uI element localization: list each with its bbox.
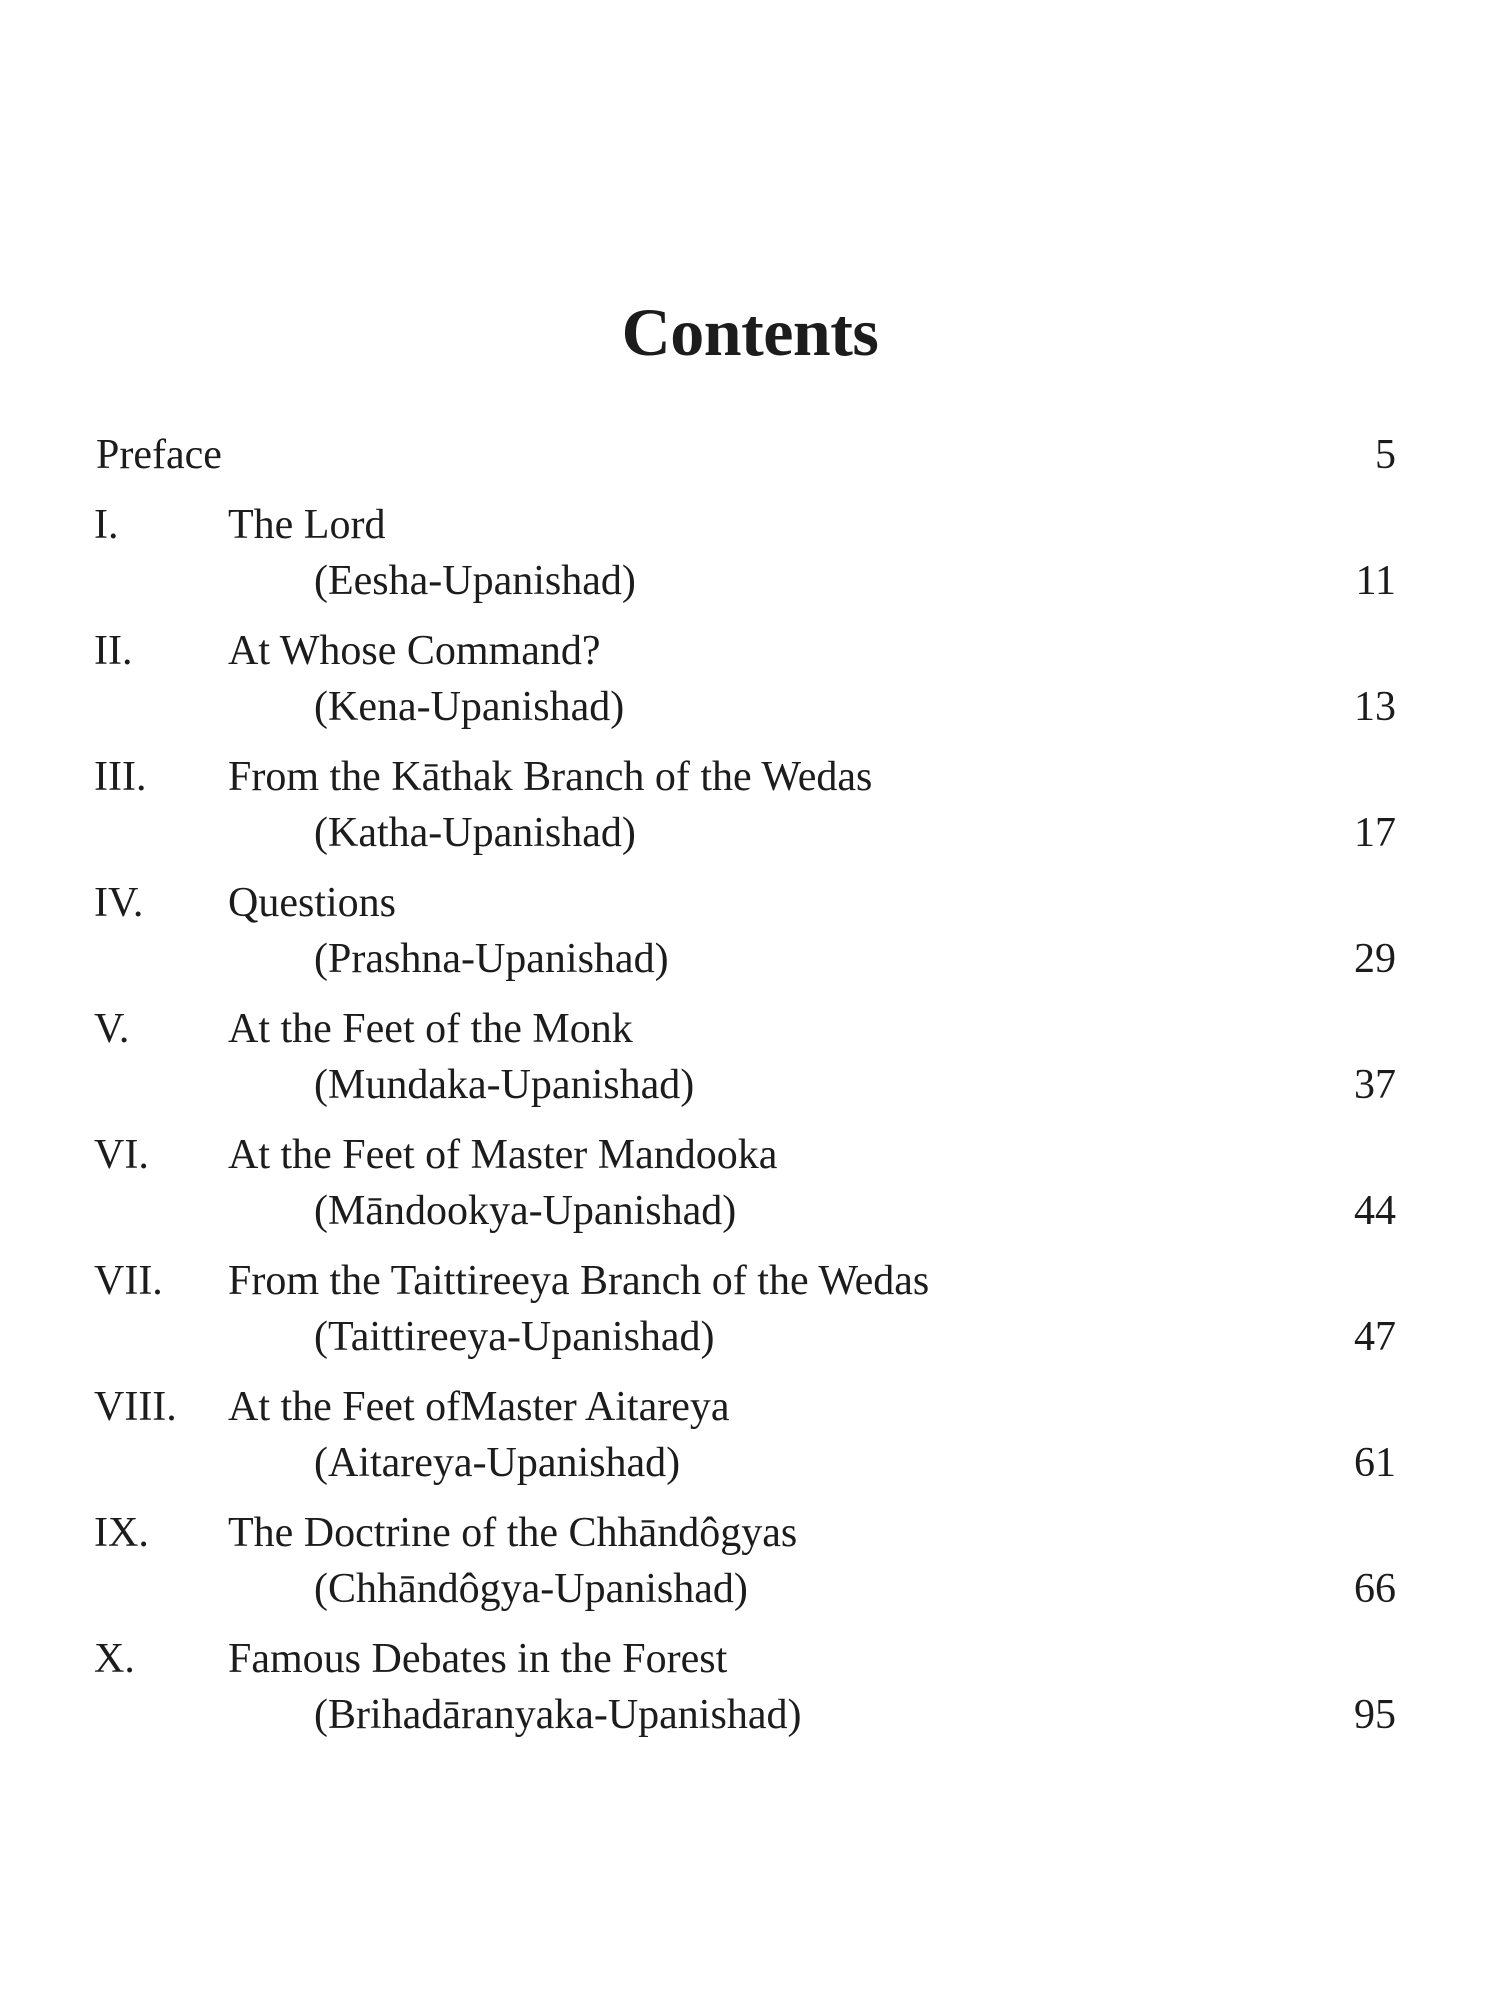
- chapter-numeral: V.: [94, 1006, 130, 1052]
- chapter-page-number: 11: [1355, 558, 1396, 604]
- chapter-page-number: 66: [1354, 1566, 1396, 1612]
- chapter-title: The Doctrine of the Chhāndôgyas: [228, 1510, 798, 1556]
- chapter-subtitle: (Prashna-Upanishad): [314, 936, 669, 982]
- chapter-page-number: 37: [1354, 1062, 1396, 1108]
- chapter-numeral: II.: [94, 628, 133, 674]
- chapter-numeral: X.: [94, 1636, 135, 1682]
- contents-entry: [0, 1631, 1500, 1757]
- contents-entry: [0, 749, 1500, 875]
- preface-label: Preface: [96, 432, 222, 478]
- chapter-title: At the Feet of Master Mandooka: [228, 1132, 778, 1178]
- chapter-title: At the Feet of the Monk: [228, 1006, 633, 1052]
- contents-entry: [0, 1379, 1500, 1505]
- preface-page-number: 5: [1375, 432, 1396, 478]
- chapter-subtitle: (Māndookya-Upanishad): [314, 1188, 737, 1234]
- contents-entry: [0, 623, 1500, 749]
- chapter-subtitle: (Brihadāranyaka-Upanishad): [314, 1692, 802, 1738]
- chapter-subtitle: (Chhāndôgya-Upanishad): [314, 1566, 748, 1612]
- contents-entry: [0, 1127, 1500, 1253]
- chapter-numeral: III.: [94, 754, 147, 800]
- chapter-numeral: VI.: [94, 1132, 149, 1178]
- chapter-subtitle: (Katha-Upanishad): [314, 810, 636, 856]
- contents-entry: [0, 1001, 1500, 1127]
- chapter-subtitle: (Taittireeya-Upanishad): [314, 1314, 715, 1360]
- chapter-title: From the Kāthak Branch of the Wedas: [228, 754, 873, 800]
- chapter-page-number: 47: [1354, 1314, 1396, 1360]
- chapter-subtitle: (Aitareya-Upanishad): [314, 1440, 681, 1486]
- chapter-numeral: IV.: [94, 880, 144, 926]
- chapter-page-number: 44: [1354, 1188, 1396, 1234]
- chapter-subtitle: (Mundaka-Upanishad): [314, 1062, 695, 1108]
- chapter-page-number: 13: [1354, 684, 1396, 730]
- chapter-page-number: 61: [1354, 1440, 1396, 1486]
- contents-entry: [0, 875, 1500, 1001]
- chapter-page-number: 95: [1354, 1692, 1396, 1738]
- chapter-numeral: VIII.: [94, 1384, 177, 1430]
- chapter-numeral: I.: [94, 502, 119, 548]
- chapter-title: Famous Debates in the Forest: [228, 1636, 728, 1682]
- contents-entry: [0, 497, 1500, 623]
- chapter-title: Questions: [228, 880, 396, 926]
- chapter-subtitle: (Eesha-Upanishad): [314, 558, 636, 604]
- chapter-title: At the Feet ofMaster Aitareya: [228, 1384, 730, 1430]
- chapter-title: At Whose Command?: [228, 628, 601, 674]
- chapter-subtitle: (Kena-Upanishad): [314, 684, 625, 730]
- chapter-page-number: 17: [1354, 810, 1396, 856]
- contents-entry: [0, 1505, 1500, 1631]
- chapter-numeral: IX.: [94, 1510, 149, 1556]
- chapter-title: From the Taittireeya Branch of the Wedas: [228, 1258, 930, 1304]
- contents-entry: [0, 1253, 1500, 1379]
- preface-entry: [96, 427, 1396, 483]
- contents-list: [0, 497, 1500, 1757]
- chapter-title: The Lord: [228, 502, 386, 548]
- chapter-numeral: VII.: [94, 1258, 163, 1304]
- chapter-page-number: 29: [1354, 936, 1396, 982]
- page-title: Contents: [621, 294, 879, 370]
